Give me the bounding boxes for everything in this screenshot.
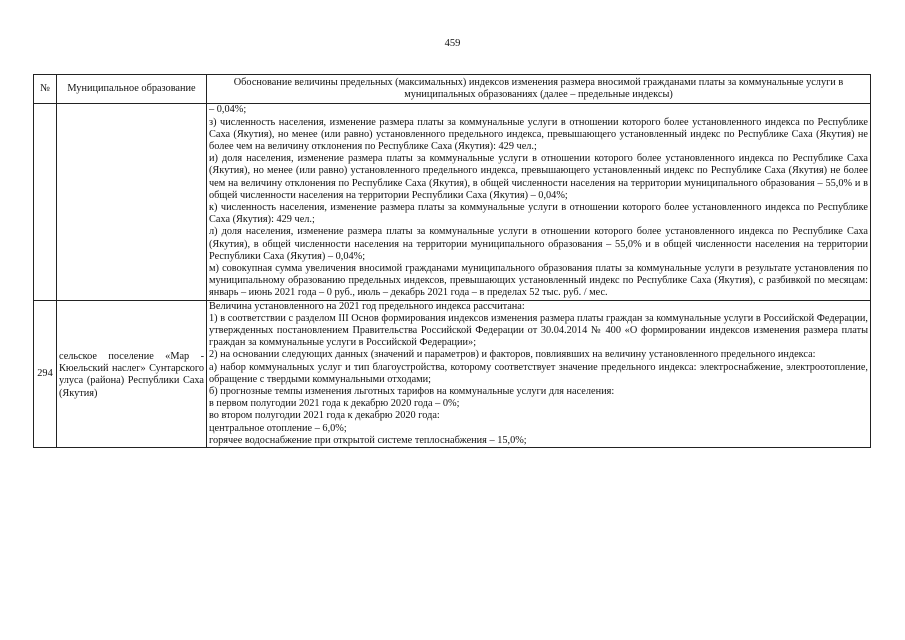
page-number: 459 [444, 38, 461, 49]
justification-paragraph: – 0,04%; [209, 104, 247, 116]
row-number [34, 104, 57, 300]
justification-paragraph: во втором полугодии 2021 года к декабрю 2020 года: [209, 410, 440, 422]
header-num: № [34, 75, 57, 104]
row-municipality [57, 300, 207, 447]
municipality-name: сельское поселение «Мар - Кюельский наслег» Сунтарского улуса (района) Республики Саха (Якутия) [59, 350, 204, 399]
justification-paragraph: а) набор коммунальных услуг и тип благоустройства, которому соответствует значение предельного индекса: электроснабжение, электроотопление, обращение с твердыми коммунальными отходами; [209, 361, 868, 385]
table-header [34, 75, 871, 104]
justification-paragraph: горячее водоснабжение при открытой системе теплоснабжения – 15,0%; [209, 434, 527, 446]
justification-paragraph: 2) на основании следующих данных (значений и параметров) и факторов, повлиявших на величину установленного предельного индекса: [209, 349, 816, 361]
justification-paragraph: и) доля населения, изменение размера платы за коммунальные услуги в отношении которого более установленного индекса по Республике Саха (Якутия), но менее (или равно) установленного предельного индекса, превышающего установленный индекс по Республике Саха (Якутия) не более чем на величину отклонения по Республике Саха (Якутия), в общей численности населения на территории муниципального образования – 55,0% и в общей численности населения на территории Республики Саха (Якутия) – 0,04%; [209, 153, 868, 201]
justification-paragraph: з) численность населения, изменение размера платы за коммунальные услуги в отношении которого более установленного индекса по Республике Саха (Якутия), но менее (или равно) установленного предельного индекса, превышающего установленный индекс по Республике Саха (Якутия) не более чем на величину отклонения по Республике Саха (Якутия): 429 чел.; [209, 116, 868, 153]
row-justification [207, 300, 871, 447]
justification-paragraph: б) прогнозные темпы изменения льготных тарифов на коммунальные услуги для населения: [209, 386, 615, 398]
header-municipality: Муниципальное образование [57, 75, 207, 104]
justification-paragraph: м) совокупная сумма увеличения вносимой гражданами муниципального образования платы за коммунальные услуги в результате установления по муниципальному образованию предельных индексов, превышающих установленный индекс по Республике Саха (Якутия), с разбивкой по месяцам: январь – июнь 2021 года – 0 руб., июль – декабрь 2021 года – в пределах 52 тыс. руб. / мес. [209, 263, 868, 299]
row-justification [207, 104, 871, 300]
justification-paragraph: л) доля населения, изменение размера платы за коммунальные услуги в отношении которого более установленного индекса по Республике Саха (Якутия), в общей численности населения на территории муниципального образования – 55,0% и в общей численности населения на территории Республики Саха (Якутия) – 0,04%; [209, 226, 868, 262]
table-row [34, 104, 871, 300]
justification-paragraph: к) численность населения, изменение размера платы за коммунальные услуги в отношении которого более установленного индекса по Республике Саха (Якутия): 429 чел.; [209, 202, 868, 226]
row-number: 294 [34, 300, 57, 447]
justification-paragraph: в первом полугодии 2021 года к декабрю 2020 года – 0%; [209, 398, 460, 410]
row-municipality [57, 104, 207, 300]
justification-paragraph: 1) в соответствии с разделом III Основ формирования индексов изменения размера платы граждан за коммунальные услуги в Российской Федерации, утвержденных постановлением Правительства Российской Федерации от 30.04.2014 № 400 «О формировании индексов изменения размера платы граждан за коммунальные услуги в Российской Федерации»; [209, 312, 868, 349]
header-justification: Обоснование величины предельных (максимальных) индексов изменения размера вносимой гражданами платы за коммунальные услуги в муниципальных образованиях (далее – предельные индексы) [207, 75, 871, 104]
justification-paragraph: Величина установленного на 2021 год предельного индекса рассчитана: [209, 300, 525, 312]
justification-paragraph: центральное отопление – 6,0%; [209, 422, 347, 434]
table-row [34, 300, 871, 447]
data-table [33, 74, 871, 448]
